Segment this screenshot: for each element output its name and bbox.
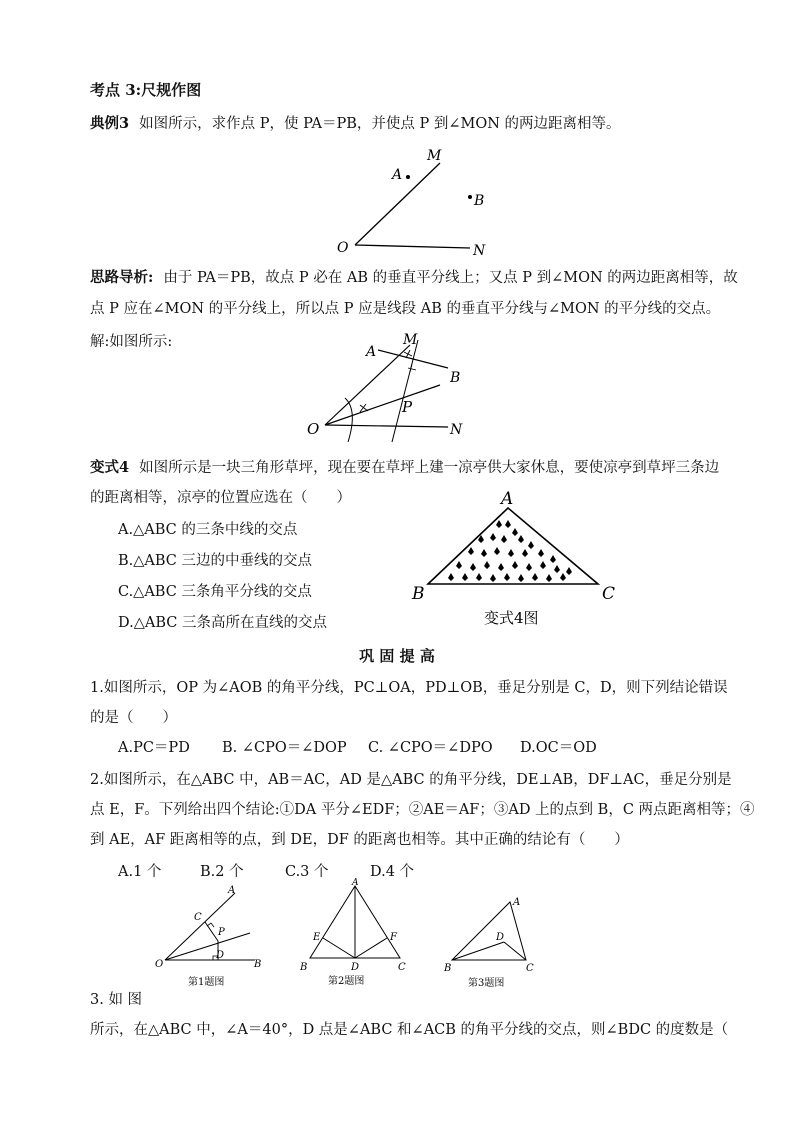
- analysis-line1: [90, 268, 738, 288]
- q3-line2: 所示，在△ABC 中，∠A＝40°，D 点是∠ABC 和∠ACB 的角平分线的交点，则∠BDC 的度数是（: [90, 1022, 729, 1038]
- q2-figure-caption: 第2题图: [328, 976, 365, 987]
- q2-option-a: A.1 个: [118, 864, 162, 880]
- example3-figure: [330, 145, 500, 260]
- example3-tag: 典例3: [90, 115, 130, 132]
- label-a: A: [366, 344, 377, 360]
- consolidate-title: 巩 固 提 高: [359, 647, 435, 665]
- point-a: [406, 175, 410, 179]
- label-o: O: [307, 420, 320, 438]
- label-n: N: [450, 422, 463, 438]
- solution-label: 解:如图所示:: [90, 334, 173, 350]
- q3-figure-caption: 第3题图: [468, 978, 505, 989]
- q2-line2: 点 E，F。下列给出四个结论:①DA 平分∠EDF；②AE＝AF；③AD 上的点到 B，C 两点距离相等；④: [90, 802, 755, 818]
- variant4-line2: 的距离相等，凉亭的位置应选在（ ）: [90, 490, 351, 506]
- variant4-text1: 如图所示是一块三角形草坪，现在要在草坪上建一凉亭供大家休息，要使凉亭到草坪三条边: [139, 460, 720, 476]
- label-o: O: [155, 959, 164, 970]
- label-c: C: [398, 962, 406, 973]
- label-e: E: [313, 932, 321, 943]
- label-m: M: [427, 148, 442, 164]
- q3-line1: 3. 如 图: [90, 992, 143, 1008]
- example3-text: 如图所示，求作点 P，使 PA＝PB，并使点 P 到∠MON 的两边距离相等。: [139, 116, 621, 132]
- lawn-triangle-figure: [408, 488, 623, 633]
- q3-figure: [438, 890, 548, 990]
- label-a: A: [392, 167, 403, 183]
- label-n: N: [473, 243, 486, 259]
- variant4-option-a: A.△ABC 的三条中线的交点: [118, 522, 298, 538]
- label-d: D: [496, 932, 505, 943]
- label-b: B: [474, 193, 485, 209]
- variant4-option-d: D.△ABC 三条高所在直线的交点: [118, 615, 327, 631]
- label-b: B: [444, 963, 452, 974]
- grass-pattern-icon: [448, 520, 572, 582]
- analysis-text1: 由于 PA＝PB，故点 P 必在 AB 的垂直平分线上；又点 P 到∠MON 的两边距离相等，故: [163, 270, 738, 286]
- section-title: 考点 3:尺规作图: [90, 81, 202, 99]
- q2-figure: [290, 878, 420, 990]
- label-m: M: [403, 332, 418, 348]
- point-b: [468, 195, 472, 199]
- label-p: P: [218, 927, 225, 938]
- label-b: B: [254, 959, 262, 970]
- q2-option-c: C.3 个: [285, 864, 329, 880]
- label-f: F: [390, 932, 397, 943]
- label-b: B: [450, 370, 461, 386]
- label-a: A: [352, 878, 359, 888]
- q2-line3: 到 AE，AF 距离相等的点，到 DE，DF 的距离也相等。其中正确的结论有（ ）: [90, 832, 629, 848]
- label-c: C: [526, 963, 534, 974]
- q1-line1: 1.如图所示，OP 为∠AOB 的角平分线，PC⊥OA，PD⊥OB，垂足分别是 C，D，则下列结论错误: [90, 680, 728, 696]
- q1-option-d: D.OC＝OD: [520, 740, 597, 756]
- variant4-tag: 变式4: [90, 459, 130, 476]
- label-d: D: [216, 950, 225, 961]
- variant4-option-b: B.△ABC 三边的中垂线的交点: [118, 553, 313, 569]
- q2-option-d: D.4 个: [370, 864, 415, 880]
- variant4-option-c: C.△ABC 三条角平分线的交点: [118, 584, 312, 600]
- q1-option-a: A.PC＝PD: [118, 740, 190, 756]
- label-o: O: [337, 240, 349, 256]
- label-b: B: [300, 962, 308, 973]
- label-c: C: [602, 584, 616, 604]
- q2-option-b: B.2 个: [200, 864, 244, 880]
- label-b: B: [412, 584, 425, 604]
- figure-caption: 变式4图: [484, 609, 539, 627]
- label-a: A: [228, 885, 236, 896]
- q1-option-b: B. ∠CPO＝∠DOP: [222, 740, 347, 756]
- analysis-line2: 点 P 应在∠MON 的平分线上，所以点 P 应是线段 AB 的垂直平分线与∠MON 的平分线的交点。: [90, 301, 721, 317]
- example3-question: [90, 114, 621, 134]
- q1-line2: 的是（ ）: [90, 710, 177, 726]
- label-p: P: [402, 398, 413, 416]
- solution-figure: [300, 330, 475, 445]
- q1-figure: [150, 885, 270, 993]
- analysis-tag: 思路导析:: [90, 269, 154, 286]
- label-a: A: [501, 489, 514, 509]
- label-d: D: [351, 962, 360, 973]
- variant4-line1: [90, 458, 719, 478]
- label-c: C: [194, 912, 202, 923]
- label-a: A: [513, 897, 521, 908]
- q2-line1: 2.如图所示，在△ABC 中，AB＝AC，AD 是△ABC 的角平分线，DE⊥AB，DF⊥AC，垂足分别是: [90, 772, 732, 788]
- q1-option-c: C. ∠CPO＝∠DPO: [368, 740, 493, 756]
- q1-figure-caption: 第1题图: [188, 977, 225, 988]
